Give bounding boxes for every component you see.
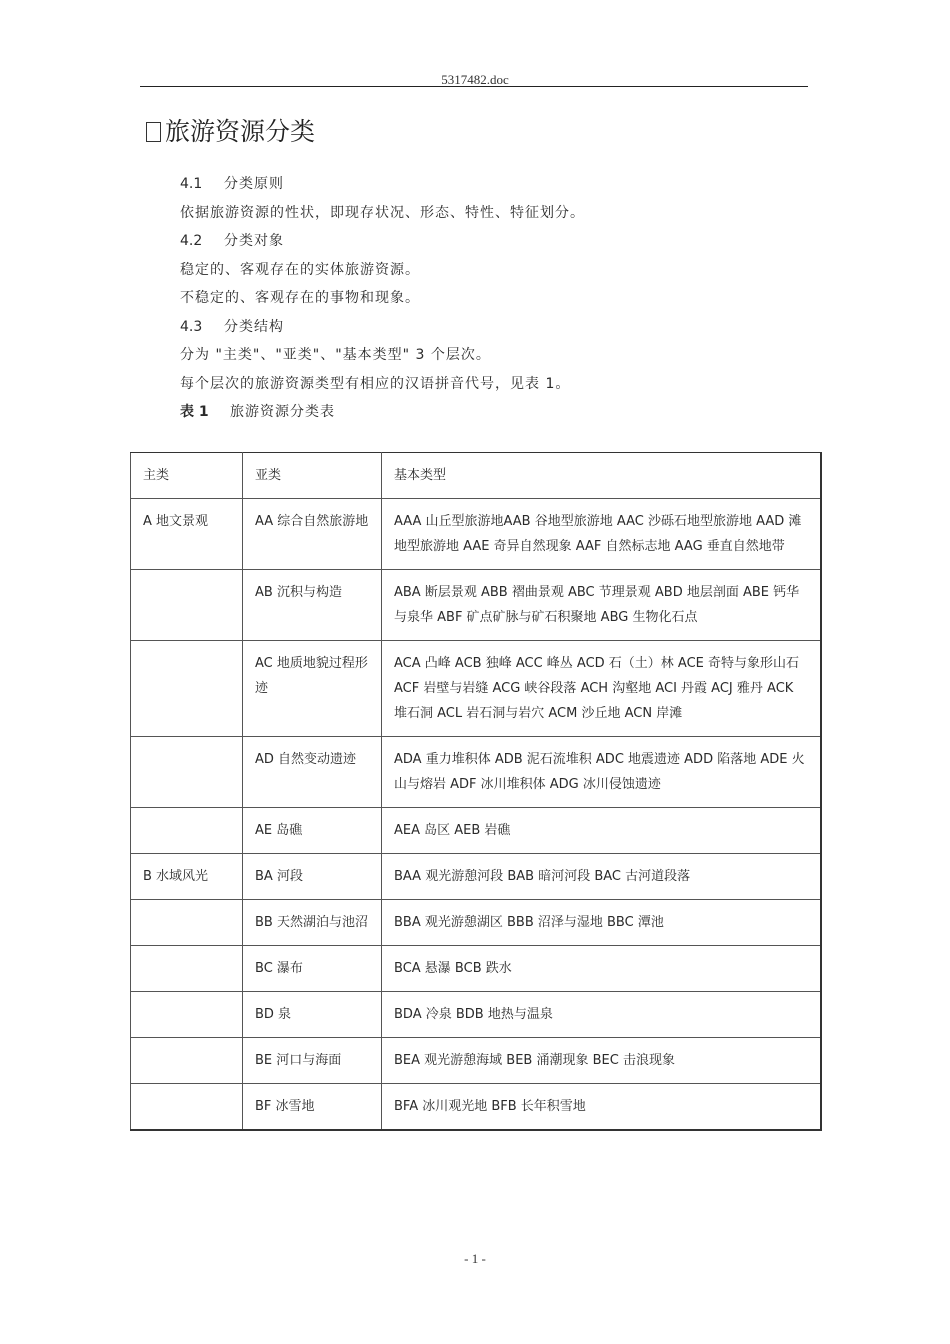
basic-types-cell: BCA 悬瀑 BCB 跌水 xyxy=(382,946,821,992)
section-heading-4-3 xyxy=(180,313,800,342)
table-caption-number: 表 1 xyxy=(180,404,209,420)
table-row xyxy=(131,900,821,946)
section-title: 分类结构 xyxy=(224,318,284,335)
table-row xyxy=(131,854,821,900)
main-category-cell xyxy=(131,946,243,992)
main-category-cell xyxy=(131,641,243,737)
table-row xyxy=(131,737,821,808)
main-category-cell xyxy=(131,1084,243,1131)
section-title: 分类对象 xyxy=(224,233,284,249)
table-row xyxy=(131,499,821,570)
main-category-cell: B 水域风光 xyxy=(131,854,243,900)
basic-types-cell: ADA 重力堆积体 ADB 泥石流堆积 ADC 地震遗迹 ADD 陷落地 ADE 火山与熔岩 ADF 冰川堆积体 ADG 冰川侵蚀遗迹 xyxy=(382,737,821,808)
sub-category-cell: BB 天然湖泊与池沼 xyxy=(243,900,382,946)
header-cell-types: 基本类型 xyxy=(382,453,821,499)
sub-category-cell: BD 泉 xyxy=(243,992,382,1038)
table-caption xyxy=(180,398,800,427)
table-row xyxy=(131,808,821,854)
main-category-cell xyxy=(131,737,243,808)
sub-category-cell: AB 沉积与构造 xyxy=(243,570,382,641)
section-title: 分类原则 xyxy=(224,176,284,192)
resource-classification-table xyxy=(130,452,822,1131)
table-caption-text: 旅游资源分类表 xyxy=(230,404,335,420)
main-category-cell xyxy=(131,808,243,854)
section-number: 4.1 xyxy=(180,176,203,192)
paragraph: 不稳定的、客观存在的事物和现象。 xyxy=(180,290,420,306)
sub-category-cell: BA 河段 xyxy=(243,854,382,900)
header-rule xyxy=(140,86,808,87)
sub-category-cell: BE 河口与海面 xyxy=(243,1038,382,1084)
sub-category-cell: BF 冰雪地 xyxy=(243,1084,382,1131)
sub-category-cell: BC 瀑布 xyxy=(243,946,382,992)
sub-category-cell: AD 自然变动遗迹 xyxy=(243,737,382,808)
basic-types-cell: BBA 观光游憩湖区 BBB 沼泽与湿地 BBC 潭池 xyxy=(382,900,821,946)
basic-types-cell: AEA 岛区 AEB 岩礁 xyxy=(382,808,821,854)
page-number: - 1 - xyxy=(464,1251,486,1266)
main-category-cell xyxy=(131,900,243,946)
table-header-row xyxy=(131,453,821,499)
basic-types-cell: BEA 观光游憩海域 BEB 涌潮现象 BEC 击浪现象 xyxy=(382,1038,821,1084)
basic-types-cell: AAA 山丘型旅游地AAB 谷地型旅游地 AAC 沙砾石地型旅游地 AAD 滩地型旅游地 AAE 奇异自然现象 AAF 自然标志地 AAG 垂直自然地带 xyxy=(382,499,821,570)
basic-types-cell: BDA 冷泉 BDB 地热与温泉 xyxy=(382,992,821,1038)
document-title-text: 旅游资源分类 xyxy=(165,117,316,146)
document-title xyxy=(146,112,315,148)
sub-category-cell: AC 地质地貌过程形迹 xyxy=(243,641,382,737)
table-row xyxy=(131,1084,821,1131)
basic-types-cell: ACA 凸峰 ACB 独峰 ACC 峰丛 ACD 石（土）林 ACE 奇特与象形山石 ACF 岩壁与岩缝 ACG 峡谷段落 ACH 沟壑地 ACI 丹霞 ACJ 雅丹 ACK 堆石洞 ACL 岩石洞与岩穴 ACM 沙丘地 ACN 岸滩 xyxy=(382,641,821,737)
main-category-cell: A 地文景观 xyxy=(131,499,243,570)
placeholder-box-icon xyxy=(146,122,161,142)
main-category-cell xyxy=(131,1038,243,1084)
main-category-cell xyxy=(131,570,243,641)
paragraph: 稳定的、客观存在的实体旅游资源。 xyxy=(180,261,420,278)
table-row xyxy=(131,641,821,737)
table-row xyxy=(131,946,821,992)
section-heading-4-2 xyxy=(180,227,800,256)
paragraph: 分为 "主类"、"亚类"、"基本类型" 3 个层次。 xyxy=(180,347,491,363)
table-row xyxy=(131,570,821,641)
section-heading-4-1 xyxy=(180,170,800,199)
header-cell-sub: 亚类 xyxy=(243,453,382,499)
sub-category-cell: AE 岛礁 xyxy=(243,808,382,854)
table-body xyxy=(131,453,821,1131)
paragraph: 每个层次的旅游资源类型有相应的汉语拼音代号，见表 1。 xyxy=(180,375,571,392)
section-number: 4.2 xyxy=(180,233,203,249)
basic-types-cell: ABA 断层景观 ABB 褶曲景观 ABC 节理景观 ABD 地层剖面 ABE 钙华与泉华 ABF 矿点矿脉与矿石积聚地 ABG 生物化石点 xyxy=(382,570,821,641)
table-row xyxy=(131,992,821,1038)
basic-types-cell: BAA 观光游憩河段 BAB 暗河河段 BAC 古河道段落 xyxy=(382,854,821,900)
main-category-cell xyxy=(131,992,243,1038)
paragraph: 依据旅游资源的性状，即现存状况、形态、特性、特征划分。 xyxy=(180,204,585,221)
sub-category-cell: AA 综合自然旅游地 xyxy=(243,499,382,570)
body-text xyxy=(180,170,800,427)
section-number: 4.3 xyxy=(180,318,203,335)
header-cell-main: 主类 xyxy=(131,453,243,499)
basic-types-cell: BFA 冰川观光地 BFB 长年积雪地 xyxy=(382,1084,821,1131)
table-row xyxy=(131,1038,821,1084)
header-filename: 5317482.doc xyxy=(441,72,509,87)
